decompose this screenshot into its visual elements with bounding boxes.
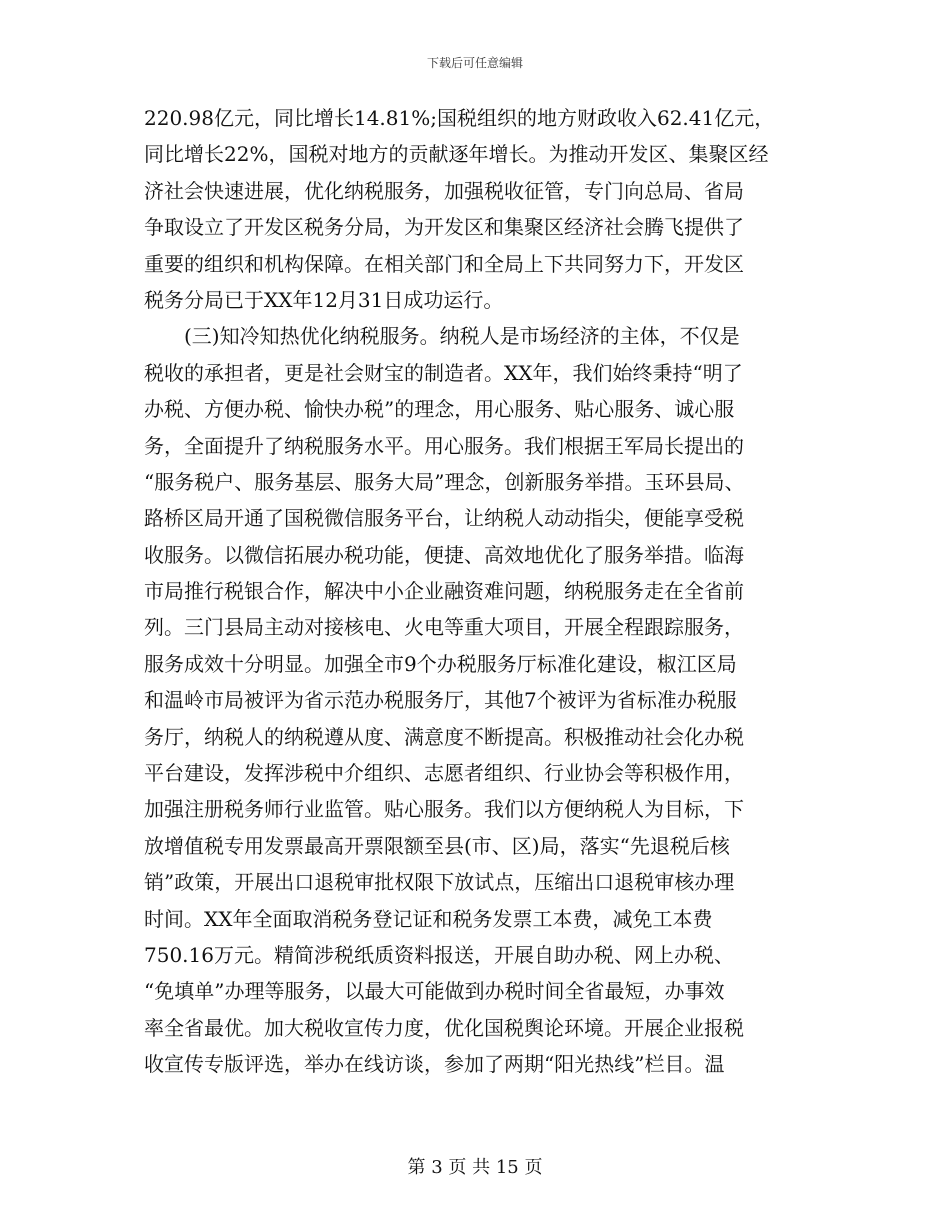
text-line: “服务税户、服务基层、服务大局”理念，创新服务举措。玉环县局、 (144, 469, 745, 494)
page-header: 下载后可任意编辑 (426, 56, 523, 70)
text-line: 同比增长22%，国税对地方的贡献逐年增长。为推动开发区、集聚区经 (144, 142, 769, 167)
text-line: 市局推行税银合作，解决中小企业融资难问题，纳税服务走在全省前 (144, 579, 744, 604)
text-line: 路桥区局开通了国税微信服务平台，让纳税人动动指尖，便能享受税 (144, 506, 744, 531)
text-line: 时间。XX年全面取消税务登记证和税务发票工本费，减免工本费 (144, 906, 713, 931)
text-line: 销”政策，开展出口退税审批权限下放试点，压缩出口退税审核办理 (144, 870, 735, 895)
text-line: 和温岭市局被评为省示范办税服务厅，其他7个被评为省标准办税服 (144, 688, 737, 713)
text-line: 税收的承担者，更是社会财宝的制造者。XX年，我们始终秉持“明了 (144, 360, 743, 385)
text-line: 服务成效十分明显。加强全市9个办税服务厅标准化建设，椒江区局 (144, 651, 737, 676)
text-line: 税务分局已于XX年12月31日成功运行。 (144, 287, 504, 312)
text-line: 加强注册税务师行业监管。贴心服务。我们以方便纳税人为目标，下 (144, 797, 744, 822)
text-line: 率全省最优。加大税收宣传力度，优化国税舆论环境。开展企业报税 (144, 1015, 744, 1040)
paragraph-start-line: (三)知冷知热优化纳税服务。纳税人是市场经济的主体，不仅是 (184, 324, 740, 349)
text-line: “免填单”办理等服务，以最大可能做到办税时间全省最短，办事效 (144, 979, 725, 1004)
text-line: 务厅，纳税人的纳税遵从度、满意度不断提高。积极推动社会化办税 (144, 724, 744, 749)
text-line: 220.98亿元，同比增长14.81%;国税组织的地方财政收入62.41亿元， (144, 106, 775, 130)
text-line: 平台建设，发挥涉税中介组织、志愿者组织、行业协会等积极作用， (144, 761, 744, 786)
text-line: 放增值税专用发票最高开票限额至县(市、区)局，落实“先退税后核 (144, 833, 730, 858)
text-line: 750.16万元。精简涉税纸质资料报送，开展自助办税、网上办税、 (144, 942, 734, 967)
document-body (144, 100, 814, 1083)
text-line: 重要的组织和机构保障。在相关部门和全局上下共同努力下，开发区 (144, 251, 744, 276)
text-line: 收服务。以微信拓展办税功能，便捷、高效地优化了服务举措。临海 (144, 542, 744, 567)
text-line: 务，全面提升了纳税服务水平。用心服务。我们根据王军局长提出的 (144, 433, 744, 458)
page-number-footer: 第 3 页 共 15 页 (407, 1157, 543, 1178)
text-line: 办税、方便办税、愉快办税”的理念，用心服务、贴心服务、诚心服 (144, 397, 735, 422)
text-line: 收宣传专版评选，举办在线访谈，参加了两期“阳光热线”栏目。温 (144, 1052, 725, 1077)
text-line: 争取设立了开发区税务分局，为开发区和集聚区经济社会腾飞提供了 (144, 215, 744, 240)
text-line: 列。三门县局主动对接核电、火电等重大项目，开展全程跟踪服务， (144, 615, 744, 640)
text-line: 济社会快速进展，优化纳税服务，加强税收征管，专门向总局、省局 (144, 178, 744, 203)
